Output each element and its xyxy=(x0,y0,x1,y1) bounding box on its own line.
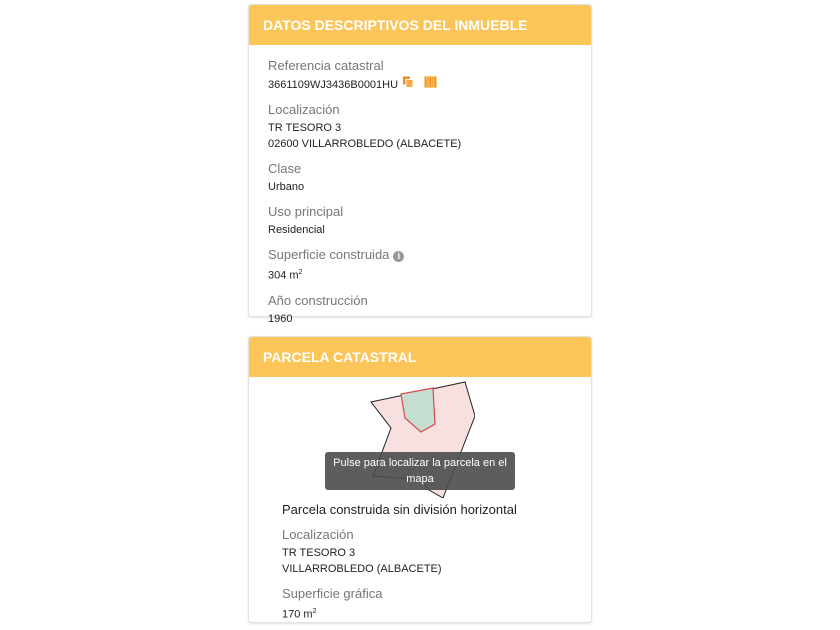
parcel-sup-label: Superficie gráfica xyxy=(282,586,383,601)
loc-label: Localización xyxy=(268,102,340,117)
clase-label: Clase xyxy=(268,161,302,176)
sup-value: 304 m xyxy=(268,269,299,282)
sup-exp: 2 xyxy=(298,269,303,276)
ref-label: Referencia catastral xyxy=(268,58,384,73)
parcel-sup-row xyxy=(282,604,591,623)
info-icon[interactable]: i xyxy=(393,251,404,262)
ref-value: 3661109WJ3436B0001HU xyxy=(268,78,399,91)
barcode-icon[interactable] xyxy=(424,76,437,93)
inmueble-card xyxy=(248,4,592,325)
anio-label: Año construcción xyxy=(268,292,368,308)
parcela-card xyxy=(248,336,592,623)
anio-value: 1960 xyxy=(268,312,293,325)
inmueble-header: DATOS DESCRIPTIVOS DEL INMUEBLE xyxy=(249,5,591,45)
map-tooltip: Pulse para localizar la parcela en el mapa xyxy=(325,452,515,490)
parcel-sup-value: 170 m xyxy=(282,608,313,621)
parcel-sup-exp: 2 xyxy=(312,608,317,615)
parcel-loc-line1: TR TESORO 3 xyxy=(282,547,356,559)
loc-line2: 02600 VILLARROBLEDO (ALBACETE) xyxy=(268,138,462,150)
parcela-header: PARCELA CATASTRAL xyxy=(249,337,591,377)
parcel-type: Parcela construida sin división horizontal xyxy=(282,502,517,517)
clase-value: Urbano xyxy=(268,181,305,193)
sup-label: Superficie construida xyxy=(268,247,390,262)
sup-label-row xyxy=(268,246,572,263)
uso-value: Residencial xyxy=(268,224,325,236)
parcel-map[interactable] xyxy=(249,377,591,502)
copy-icon[interactable] xyxy=(402,76,414,93)
parcel-loc-label: Localización xyxy=(282,527,354,542)
ref-row xyxy=(268,76,572,93)
loc-line1: TR TESORO 3 xyxy=(268,122,342,134)
uso-label: Uso principal xyxy=(268,204,344,219)
sup-value-row xyxy=(268,265,572,284)
parcel-loc-line2: VILLARROBLEDO (ALBACETE) xyxy=(282,563,442,575)
